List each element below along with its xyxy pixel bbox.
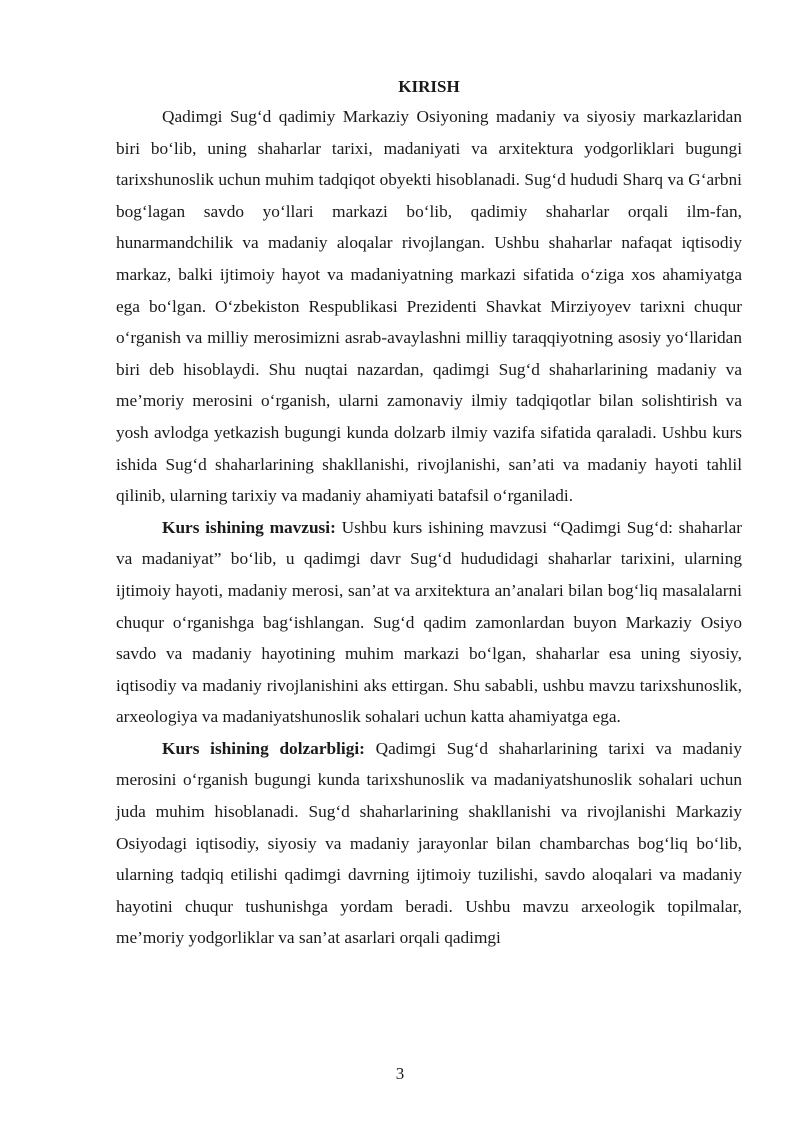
paragraph-relevance	[116, 733, 742, 954]
page-title: KIRISH	[398, 77, 460, 96]
paragraph-text: Qadimgi Sug‘d qadimiy Markaziy Osiyoning madaniy va siyosiy markazlaridan biri bo‘lib, uning shaharlar tarixi, madaniyati va arxitektura yodgorliklari bugungi tarixshunoslik uchun muhim tadqiqot obyekti hisoblanadi. Sug‘d hududi Sharq va G‘arbni bog‘lagan savdo yo‘llari markazi bo‘lib, qadimiy shaharlar orqali ilm-fan, hunarmandchilik va madaniy aloqalar rivojlangan. Ushbu shaharlar nafaqat iqtisodiy markaz, balki ijtimoiy hayot va madaniyatning markazi sifatida o‘ziga xos ahamiyatga ega bo‘lgan. O‘zbekiston Respublikasi Prezidenti Shavkat Mirziyoyev tarixni chuqur o‘rganish va milliy merosimizni asrab-avaylashni milliy taraqqiyotning asosiy yo‘llaridan biri deb hisoblaydi. Shu nuqtai nazardan, qadimgi Sug‘d shaharlarining madaniy va me’moriy merosini o‘rganish, ularni zamonaviy ilmiy tadqiqotlar bilan solishtirish va yosh avlodga yetkazish bugungi kunda dolzarb ilmiy vazifa sifatida qaraladi. Ushbu kurs ishida Sug‘d shaharlarining shakllanishi, rivojlanishi, san’ati va madaniy hayoti tahlil qilinib, ularning tarixiy va madaniy ahamiyati batafsil o‘rganiladi.	[116, 107, 742, 506]
paragraph-text: Qadimgi Sug‘d shaharlarining tarixi va madaniy merosini o‘rganish bugungi kunda tarixshunoslik va madaniyatshunoslik sohalari uchun juda muhim hisoblanadi. Sug‘d shaharlarining shakllanishi va rivojlanishi Markaziy Osiyodagi iqtisodiy, siyosiy va madaniy jarayonlar bilan chambarchas bog‘liq bo‘lib, ularning tadqiq etilishi qadimgi davrning ijtimoiy tuzilishi, savdo aloqalari va madaniy hayotini chuqur tushunishga yordam beradi. Ushbu mavzu arxeologik topilmalar, me’moriy yodgorliklar va san’at asarlari orqali qadimgi	[116, 738, 743, 948]
paragraph-lead: Kurs ishining dolzarbligi:	[162, 738, 365, 758]
paragraph-lead: Kurs ishining mavzusi:	[162, 517, 336, 537]
paragraph-topic	[116, 512, 742, 733]
paragraph-text: Ushbu kurs ishining mavzusi “Qadimgi Sug‘d: shaharlar va madaniyat” bo‘lib, u qadimgi davr Sug‘d hududidagi shaharlar tarixini, ularning ijtimoiy hayoti, madaniy merosi, san’at va arxitektura an’analari bilan bog‘liq masalalarni chuqur o‘rganishga bag‘ishlangan. Sug‘d qadim zamonlardan buyon Markaziy Osiyo savdo va madaniy hayotining muhim markazi bo‘lgan, shaharlar esa uning siyosiy, iqtisodiy va madaniy rivojlanishini aks ettirgan. Shu sababli, ushbu mavzu tarixshunoslik, arxeologiya va madaniyatshunoslik sohalari uchun katta ahamiyatga ega.	[116, 517, 742, 727]
paragraph-introduction	[116, 101, 742, 512]
document-page	[116, 76, 742, 954]
page-number: 3	[395, 1064, 405, 1083]
